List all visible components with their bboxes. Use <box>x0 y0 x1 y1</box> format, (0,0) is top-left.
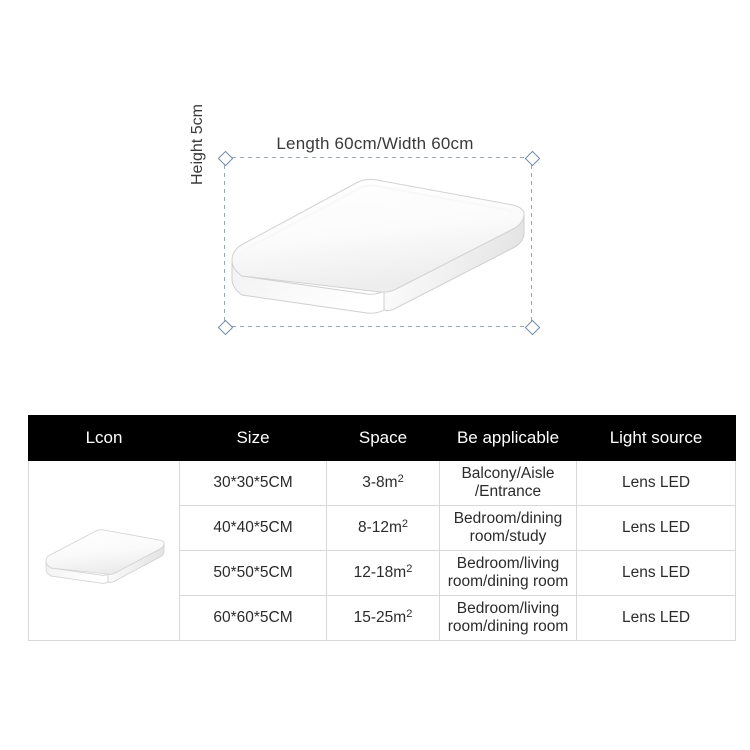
cell-space <box>327 596 440 641</box>
cell-light-source: Lens LED <box>577 596 736 641</box>
specification-table <box>28 415 736 641</box>
cell-space <box>327 506 440 551</box>
space-value: 15-25 <box>353 609 394 626</box>
space-superscript: 2 <box>406 563 413 575</box>
column-header-size: Size <box>180 416 327 461</box>
space-superscript: 2 <box>401 518 409 530</box>
table-header <box>29 416 736 461</box>
top-dimension-label: Length 60cm/Width 60cm <box>276 134 474 153</box>
applicable-line-1: Bedroom/dining <box>453 510 563 528</box>
space-unit: m <box>384 474 398 491</box>
column-header-applicable: Be applicable <box>440 416 577 461</box>
cell-light-source: Lens LED <box>577 506 736 551</box>
cell-applicable <box>440 461 577 506</box>
column-header-light-source: Light source <box>577 416 736 461</box>
cell-applicable <box>440 551 577 596</box>
column-header-icon: Lcon <box>29 416 180 461</box>
cell-applicable <box>440 596 577 641</box>
space-unit: m <box>388 519 402 536</box>
space-superscript: 2 <box>406 608 413 620</box>
applicable-line-1: Bedroom/living <box>456 555 560 573</box>
ceiling-lamp-illustration <box>212 155 542 335</box>
table-row <box>29 461 736 506</box>
table-header-row <box>29 416 736 461</box>
table-body <box>29 461 736 641</box>
product-icon-cell <box>29 461 180 641</box>
applicable-line-2: room/study <box>469 528 547 545</box>
space-value: 3-8 <box>362 474 385 491</box>
square-ceiling-lamp-icon <box>38 521 170 589</box>
cell-size: 50*50*5CM <box>180 551 327 596</box>
applicable-line-1: Bedroom/living <box>456 600 560 618</box>
space-value: 8-12 <box>357 519 389 536</box>
applicable-line-1: Balcony/Aisle <box>461 465 555 483</box>
space-unit: m <box>393 609 407 626</box>
cell-space <box>327 461 440 506</box>
applicable-line-2: /Entrance <box>474 483 542 500</box>
cell-light-source: Lens LED <box>577 461 736 506</box>
cell-size: 40*40*5CM <box>180 506 327 551</box>
column-header-space: Space <box>327 416 440 461</box>
cell-space <box>327 551 440 596</box>
space-unit: m <box>393 564 407 581</box>
space-value: 12-18 <box>353 564 394 581</box>
cell-light-source: Lens LED <box>577 551 736 596</box>
cell-applicable <box>440 506 577 551</box>
side-dimension-label <box>189 65 207 185</box>
cell-size: 30*30*5CM <box>180 461 327 506</box>
applicable-line-2: room/dining room <box>447 618 569 635</box>
space-superscript: 2 <box>397 473 404 485</box>
cell-size: 60*60*5CM <box>180 596 327 641</box>
applicable-line-2: room/dining room <box>447 573 569 590</box>
side-dimension-text: Height 5cm <box>189 104 206 185</box>
